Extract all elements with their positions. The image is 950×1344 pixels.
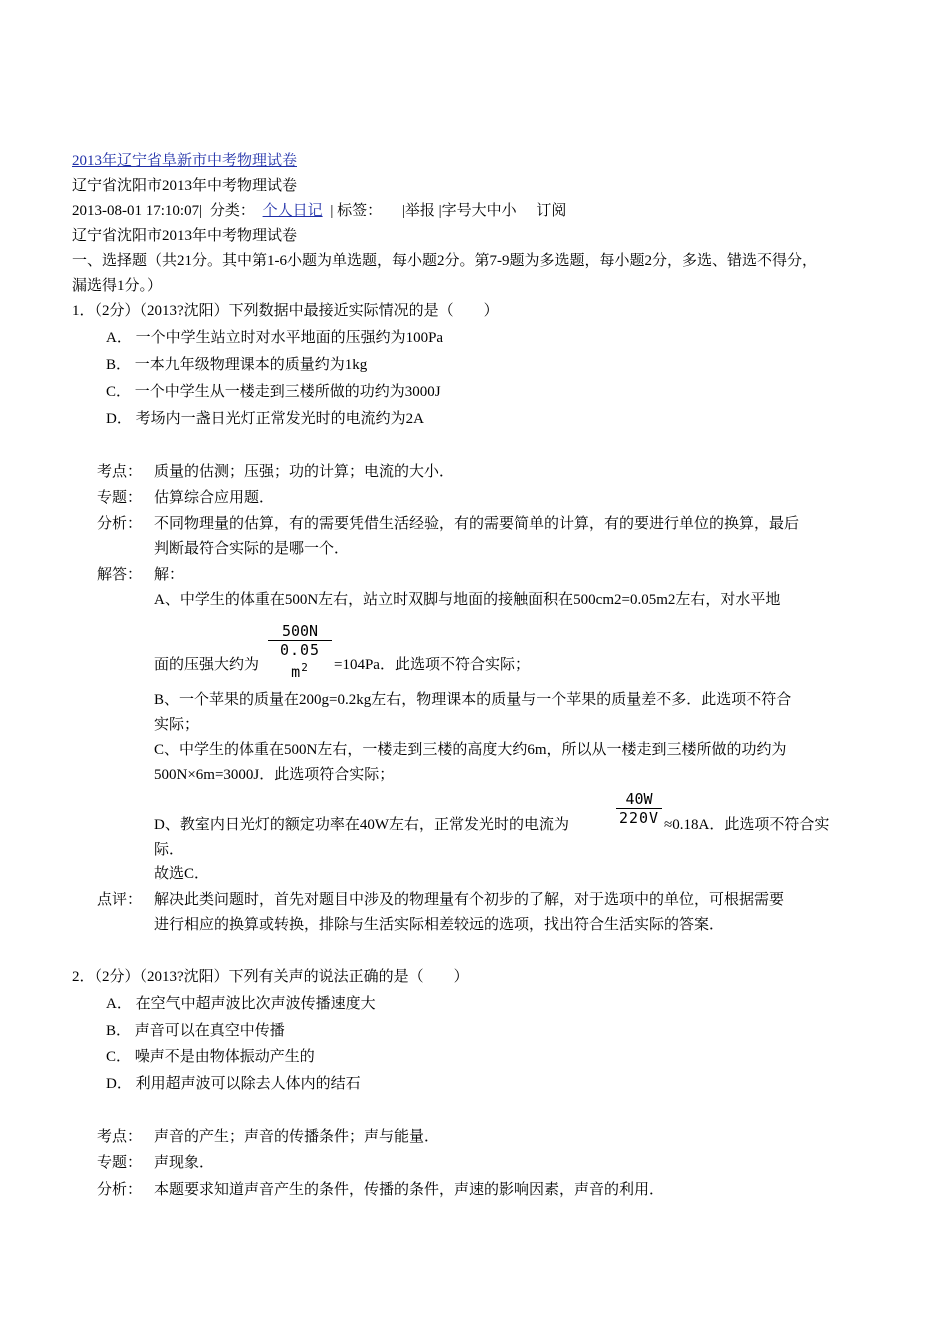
- q1-option-a: A． 一个中学生站立时对水平地面的压强约为100Pa: [106, 330, 444, 346]
- q1-jieda-start: 解：: [154, 567, 185, 583]
- q1-answer-b-line1: B、一个苹果的质量在200g=0.2kg左右，物理课本的质量与一个苹果的质量差不多．此选项不符合: [154, 692, 792, 708]
- meta-tags: | 标签：: [330, 203, 383, 219]
- q1-fenxi-line1: 不同物理量的估算，有的需要凭借生活经验，有的需要简单的计算，有的要进行单位的换算，最后: [154, 516, 800, 532]
- q1-pressure-fraction: [268, 622, 332, 681]
- q1-dianping-label: 点评：: [97, 892, 143, 908]
- q1-jieda-label: 解答：: [97, 567, 143, 583]
- q1-answer-a-line2-pre: 面的压强大约为: [154, 657, 260, 673]
- q2-stem: 2．（2分）（2013?沈阳）下列有关声的说法正确的是（ ）: [72, 969, 469, 985]
- article-title-link[interactable]: 2013年辽宁省阜新市中考物理试卷: [72, 153, 298, 169]
- q1-stem: 1．（2分）（2013?沈阳）下列数据中最接近实际情况的是（ ）: [72, 303, 499, 319]
- article-meta: [72, 201, 566, 221]
- doc-title: 辽宁省沈阳市2013年中考物理试卷: [72, 228, 298, 244]
- q2-fenxi-label: 分析：: [97, 1182, 143, 1198]
- q2-option-c: C． 噪声不是由物体振动产生的: [106, 1049, 315, 1065]
- q1-zhuanti-label: 专题：: [97, 490, 143, 506]
- q1-current-fraction: [616, 790, 662, 827]
- section-heading-line2: 漏选得1分。）: [72, 278, 163, 294]
- q2-zhuanti: 声现象．: [154, 1155, 215, 1171]
- q1-answer-a-line1: A、中学生的体重在500N左右，站立时双脚与地面的接触面积在500cm2=0.05m2左右，对水平地: [154, 592, 781, 608]
- q2-kaodian-label: 考点：: [97, 1129, 143, 1145]
- q1-answer-a-line2-post: =104Pa．此选项不符合实际；: [334, 657, 530, 673]
- q1-answer-b-line2: 实际；: [154, 717, 200, 733]
- q1-answer-c-line1: C、中学生的体重在500N左右，一楼走到三楼的高度大约6m，所以从一楼走到三楼所做的功约为: [154, 742, 787, 758]
- q1-fenxi-line2: 判断最符合实际的是哪一个．: [154, 541, 350, 557]
- q1-kaodian-label: 考点：: [97, 464, 143, 480]
- fraction-numerator: 500N: [281, 622, 319, 640]
- q2-option-a: A． 在空气中超声波比次声波传播速度大: [106, 996, 376, 1012]
- q1-answer-d-line1-pre: D、教室内日光灯的额定功率在40W左右，正常发光时的电流为: [154, 817, 569, 833]
- q1-fenxi-label: 分析：: [97, 516, 143, 532]
- meta-category-label: 分类：: [209, 203, 255, 219]
- fraction-denominator: 220V: [618, 809, 660, 827]
- section-heading-line1: 一、选择题（共21分。其中第1-6小题为单选题，每小题2分。第7-9题为多选题，每小题2分，多选、错选不得分，: [72, 253, 817, 269]
- q1-dianping-line2: 进行相应的换算或转换，排除与生活实际相差较远的选项，找出符合生活实际的答案．: [154, 917, 725, 933]
- meta-report[interactable]: |举报 |字号大中小: [401, 203, 517, 219]
- q1-answer-d-line2: 际．: [154, 842, 185, 858]
- q1-answer-d-line1-post: ≈0.18A．此选项不符合实: [664, 817, 830, 833]
- article-subtitle: 辽宁省沈阳市2013年中考物理试卷: [72, 178, 298, 194]
- q2-option-b: B． 声音可以在真空中传播: [106, 1023, 285, 1039]
- q1-answer-c-line2: 500N×6m=3000J．此选项符合实际；: [154, 767, 395, 783]
- q1-option-d: D． 考场内一盏日光灯正常发光时的电流约为2A: [106, 411, 424, 427]
- q2-fenxi: 本题要求知道声音产生的条件，传播的条件，声速的影响因素，声音的利用．: [154, 1182, 665, 1198]
- q1-kaodian: 质量的估测；压强；功的计算；电流的大小．: [154, 464, 455, 480]
- q1-zhuanti: 估算综合应用题．: [154, 490, 275, 506]
- q1-dianping-line1: 解决此类问题时，首先对题目中涉及的物理量有个初步的了解，对于选项中的单位，可根据需要: [154, 892, 785, 908]
- q1-option-c: C． 一个中学生从一楼走到三楼所做的功约为3000J: [106, 384, 441, 400]
- fraction-denominator: 0.05 $m^2$: [279, 641, 321, 681]
- meta-date: 2013-08-01 17:10:07|: [72, 203, 203, 219]
- subscribe-link[interactable]: 订阅: [536, 203, 567, 219]
- q1-option-b: B． 一本九年级物理课本的质量约为1kg: [106, 357, 368, 373]
- category-link[interactable]: 个人日记: [262, 203, 323, 219]
- q2-zhuanti-label: 专题：: [97, 1155, 143, 1171]
- fraction-numerator: 40W: [625, 790, 653, 808]
- q2-kaodian: 声音的产生；声音的传播条件；声与能量．: [154, 1129, 440, 1145]
- q2-option-d: D． 利用超声波可以除去人体内的结石: [106, 1076, 361, 1092]
- q1-choice: 故选C．: [154, 866, 210, 882]
